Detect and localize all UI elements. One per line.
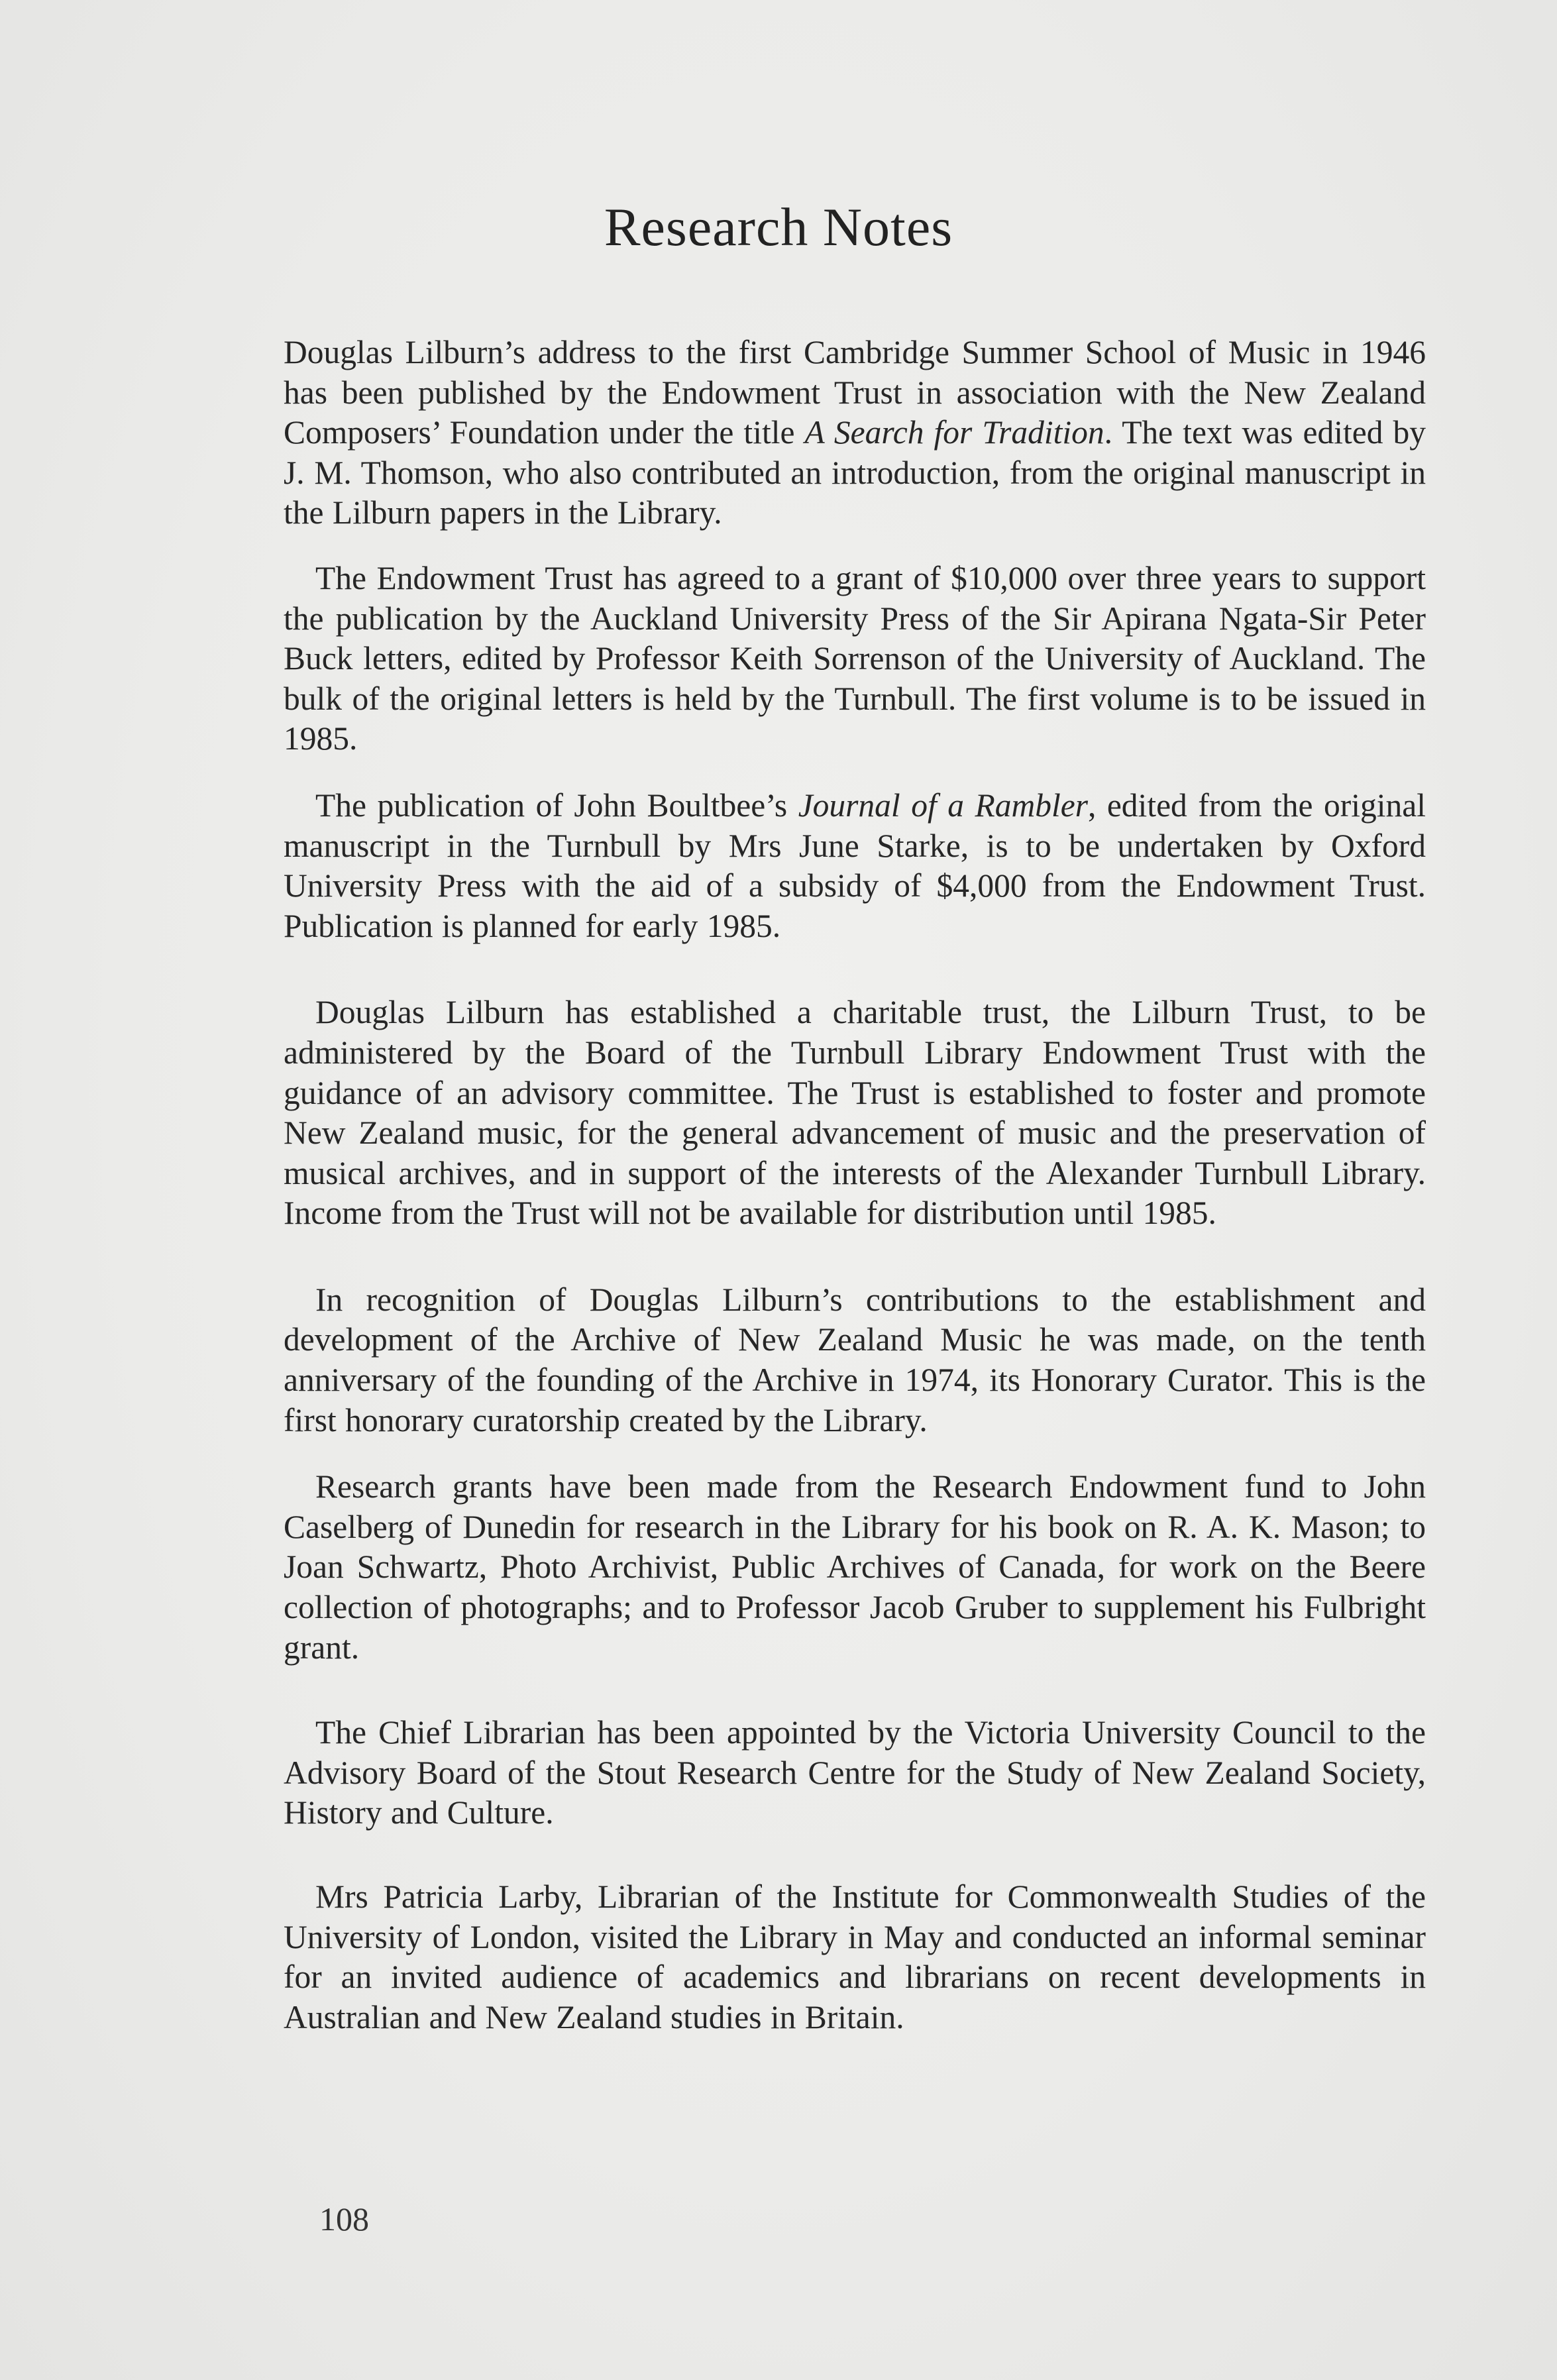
paragraph-larby-visit xyxy=(284,1877,1426,2037)
text-run: . The text was edited by J. M. Thomson, who also contributed an introduction, from the original manuscript in the Lilburn papers in the Library. xyxy=(284,414,1426,531)
book-title-journal-of-a-rambler: Journal of a Rambler xyxy=(798,786,1088,824)
book-title-a-search-for-tradition: A Search for Tradition xyxy=(804,414,1104,451)
text-run: The Endowment Trust has agreed to a grant of $10,000 over three years to support the publication by the Auckland University Press of the Sir Apirana Ngata-Sir Peter Buck letters, edited by Professor Keith Sorrenson of the University of Auckland. The bulk of the original letters is held by the Turnbull. The first volume is to be issued in 1985. xyxy=(284,559,1426,757)
page-title: Research Notes xyxy=(604,197,953,257)
paragraph-stout-research-centre xyxy=(284,1713,1426,1833)
text-run: , edited from the original manuscript in the Turnbull by Mrs June Starke, is to be undertaken by Oxford University Press with the aid of a subsidy of $4,000 from the Endowment Trust. Publication is planned for early 1985. xyxy=(284,786,1426,944)
paragraph-lilburn-trust xyxy=(284,993,1426,1234)
text-run: The Chief Librarian has been appointed by the Victoria University Council to the Advisory Board of the Stout Research Centre for the Study of New Zealand Society, History and Culture. xyxy=(284,1714,1426,1831)
text-run: Research grants have been made from the Research Endowment fund to John Caselberg of Dunedin for research in the Library for his book on R. A. K. Mason; to Joan Schwartz, Photo Archivist, Public Archives of Canada, for work on the Beere collection of photographs; and to Professor Jacob Gruber to supplement his Fulbright grant. xyxy=(284,1468,1426,1666)
text-run: In recognition of Douglas Lilburn’s contributions to the establishment and development of the Archive of New Zealand Music he was made, on the tenth anniversary of the founding of the Archive in 1974, its Honorary Curator. This is the first honorary curatorship created by the Library. xyxy=(284,1281,1426,1438)
text-run: Douglas Lilburn’s address to the first Cambridge Summer School of Music in 1946 has been published by the Endowment Trust in association with the New Zealand Composers’ Foundation under the title xyxy=(284,334,1426,451)
paragraph-honorary-curator xyxy=(284,1280,1426,1440)
text-run: The publication of John Boultbee’s xyxy=(315,786,798,824)
paragraph-lilburn-address xyxy=(284,333,1426,533)
paragraph-research-grants xyxy=(284,1467,1426,1668)
paragraph-boultbee-journal xyxy=(284,786,1426,946)
page-number: 108 xyxy=(319,2200,369,2238)
text-run: Mrs Patricia Larby, Librarian of the Institute for Commonwealth Studies of the University of London, visited the Library in May and conducted an informal seminar for an invited audience of academics and librarians on recent developments in Australian and New Zealand studies in Britain. xyxy=(284,1878,1426,2035)
text-run: Douglas Lilburn has established a charitable trust, the Lilburn Trust, to be administered by the Board of the Turnbull Library Endowment Trust with the guidance of an advisory committee. The Trust is established to foster and promote New Zealand music, for the general advancement of music and the preservation of musical archives, and in support of the interests of the Alexander Turnbull Library. Income from the Trust will not be available for distribution until 1985. xyxy=(284,994,1426,1232)
paragraph-ngata-buck-letters xyxy=(284,559,1426,759)
article-body xyxy=(284,333,1426,2037)
